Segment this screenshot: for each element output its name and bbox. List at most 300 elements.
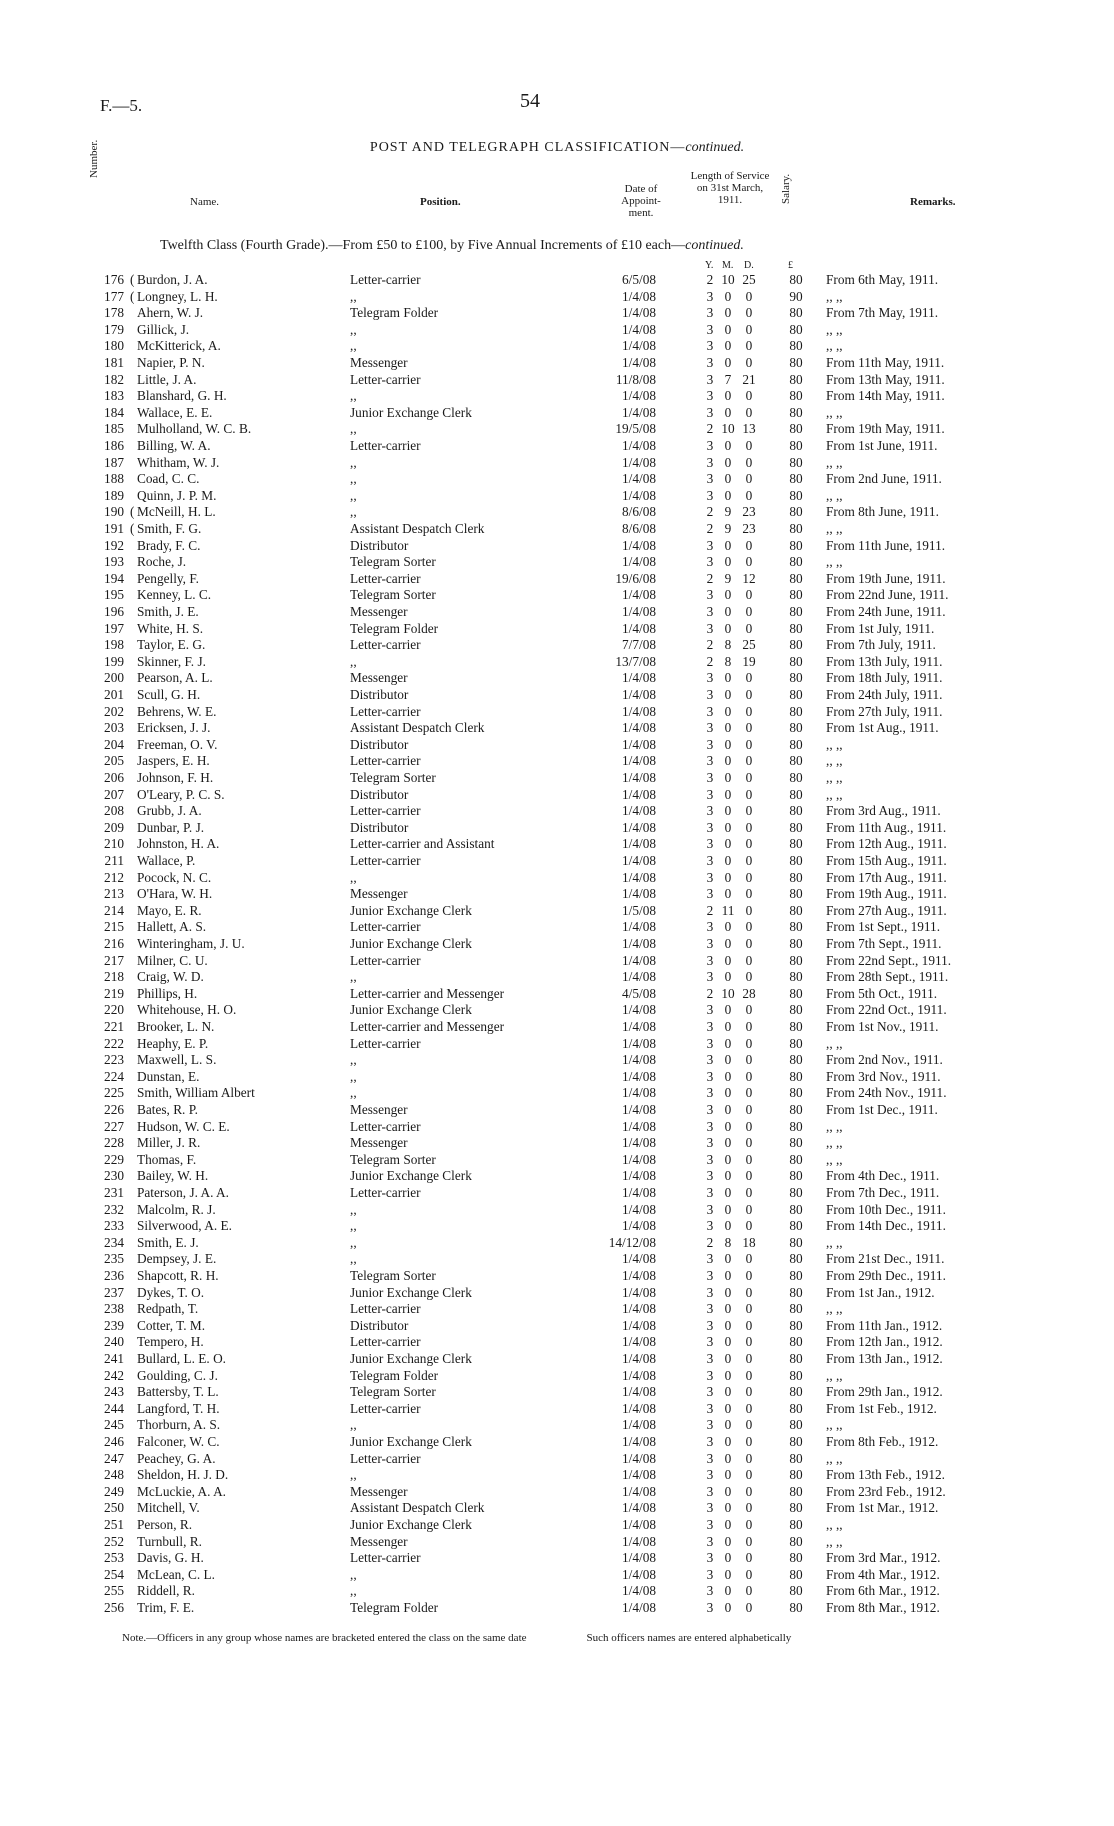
footnote-part1: Note.—Officers in any group whose names are bracketed entered the class on the same date [122,1632,527,1644]
row-years: 3 [706,1450,714,1466]
table-row [0,637,1114,654]
row-salary: 80 [789,670,803,686]
row-years: 3 [706,1251,714,1267]
row-date: 1/4/08 [622,1102,656,1117]
row-remarks: From 13th May, 1911. [826,371,945,387]
row-position: Telegram Sorter [350,554,436,570]
row-date: 1/4/08 [622,919,656,935]
row-number: 232 [104,1201,124,1217]
row-position: ,, [350,487,357,503]
row-name: Redpath, T. [137,1301,199,1317]
table-row [0,870,1114,887]
table-row [0,1168,1114,1185]
row-salary: 80 [789,786,803,802]
row-months: 0 [724,919,732,935]
row-remarks: From 29th Dec., 1911. [826,1268,946,1283]
row-name: McLuckie, A. A. [137,1483,227,1499]
row-years: 3 [706,587,714,603]
row-remarks: From 21st Dec., 1911. [826,1251,945,1267]
row-remarks: From 8th Feb., 1912. [826,1434,939,1449]
row-years: 2 [706,504,714,520]
row-position: ,, [350,288,357,304]
row-months: 9 [724,521,732,536]
row-years: 3 [706,1566,714,1582]
row-remarks: From 27th July, 1911. [826,703,943,719]
row-date: 1/4/08 [622,1168,656,1184]
row-days: 0 [745,1483,753,1499]
row-date: 1/4/08 [622,770,656,785]
row-days: 0 [745,1002,753,1018]
row-number: 208 [104,803,124,819]
row-salary: 80 [789,272,803,287]
row-months: 0 [724,952,732,968]
row-months: 0 [724,1400,732,1416]
row-months: 0 [724,753,732,769]
row-name: Malcolm, R. J. [137,1201,216,1217]
row-name: Miller, J. R. [137,1135,201,1151]
row-months: 0 [724,819,732,835]
row-remarks: From 2nd Nov., 1911. [826,1052,943,1068]
row-name: Smith, William Albert [137,1085,255,1101]
row-salary: 80 [789,1035,803,1051]
row-position: Letter-carrier and Messenger [350,985,505,1001]
row-remarks: From 11th Aug., 1911. [826,819,947,835]
row-years: 3 [706,1085,714,1101]
row-remarks: From 10th Dec., 1911. [826,1201,946,1217]
row-remarks: From 12th Jan., 1912. [826,1334,943,1350]
row-name: McLean, C. L. [137,1566,215,1582]
row-remarks: ,, ,, [826,1517,843,1532]
row-days: 0 [745,952,753,968]
row-years: 3 [706,288,714,304]
row-number: 192 [104,537,124,553]
row-number: 241 [104,1351,124,1366]
row-days: 0 [745,919,753,935]
row-name: Hudson, W. C. E. [137,1118,230,1134]
row-years: 3 [706,1168,714,1184]
row-years: 3 [706,786,714,802]
table-row [0,571,1114,588]
row-months: 8 [724,637,732,653]
row-years: 3 [706,1483,714,1499]
row-days: 0 [745,1450,753,1466]
row-number: 238 [104,1301,124,1317]
row-position: Messenger [350,886,408,902]
row-name: Ahern, W. J. [137,305,204,321]
row-name: Pearson, A. L. [137,670,213,686]
row-position: Letter-carrier [350,637,421,653]
row-date: 1/4/08 [622,305,656,321]
row-months: 0 [724,1151,732,1167]
row-position: Telegram Sorter [350,1384,436,1400]
table-row [0,488,1114,505]
row-years: 3 [706,969,714,985]
column-header-remarks: Remarks. [910,196,956,208]
row-name: Brooker, L. N. [137,1019,215,1034]
row-number: 216 [104,936,124,951]
table-row [0,1036,1114,1053]
row-remarks: ,, ,, [826,1118,843,1134]
column-header-date: Date of Appoint-ment. [621,183,661,219]
row-name: Davis, G. H. [137,1550,204,1566]
row-years: 3 [706,1118,714,1134]
row-name: Paterson, J. A. A. [137,1185,229,1200]
row-remarks: From 1st Mar., 1912. [826,1500,939,1516]
row-salary: 80 [789,1068,803,1084]
row-date: 1/4/08 [622,786,656,802]
row-days: 0 [745,1135,753,1151]
row-date: 1/4/08 [622,1185,656,1200]
row-salary: 80 [789,703,803,719]
row-date: 1/4/08 [622,1068,656,1084]
row-years: 3 [706,1052,714,1068]
row-date: 1/4/08 [622,1151,656,1167]
row-months: 0 [724,1450,732,1466]
row-remarks: ,, ,, [826,770,843,785]
table-row [0,737,1114,754]
row-days: 0 [745,1151,753,1167]
row-number: 207 [104,786,124,802]
table-row [0,919,1114,936]
row-years: 2 [706,985,714,1001]
row-date: 1/4/08 [622,753,656,769]
row-salary: 80 [789,853,803,868]
row-years: 3 [706,1218,714,1234]
row-date: 1/4/08 [622,388,656,404]
row-months: 0 [724,836,732,852]
row-years: 3 [706,1301,714,1317]
row-date: 1/4/08 [622,1284,656,1300]
table-row [0,1268,1114,1285]
row-days: 0 [745,1384,753,1400]
row-years: 3 [706,886,714,902]
row-position: Letter-carrier [350,438,421,453]
row-name: Mulholland, W. C. B. [137,421,252,437]
row-months: 10 [721,272,735,287]
table-row [0,1500,1114,1517]
row-remarks: From 18th July, 1911. [826,670,943,686]
row-months: 0 [724,1168,732,1184]
page-title [0,140,1114,156]
row-date: 1/4/08 [622,1334,656,1350]
row-position: Letter-carrier [350,803,421,819]
row-salary: 80 [789,1284,803,1300]
row-position: ,, [350,1218,357,1234]
row-number: 183 [104,388,124,404]
row-days: 0 [745,1019,753,1034]
row-date: 1/4/08 [622,1583,656,1599]
row-position: ,, [350,388,357,404]
row-number: 230 [104,1168,124,1184]
row-days: 0 [745,869,753,885]
row-months: 0 [724,1268,732,1283]
row-name: Dempsey, J. E. [137,1251,217,1267]
row-position: Letter-carrier [350,272,421,287]
row-name: Roche, J. [137,554,187,570]
row-remarks: From 7th Sept., 1911. [826,936,942,951]
row-salary: 80 [789,570,803,586]
row-months: 0 [724,1068,732,1084]
row-position: ,, [350,1234,357,1250]
row-salary: 80 [789,770,803,785]
row-bracket: ( [130,272,135,287]
table-row [0,538,1114,555]
row-months: 0 [724,869,732,885]
row-salary: 90 [789,288,803,304]
column-header-length: Length of Service on 31st March, 1911. [690,170,770,206]
row-days: 0 [745,753,753,769]
row-days: 0 [745,388,753,404]
footnote [122,1632,791,1644]
row-remarks: From 13th Feb., 1912. [826,1467,945,1483]
row-days: 0 [745,703,753,719]
row-number: 227 [104,1118,124,1134]
row-days: 0 [745,1052,753,1068]
row-months: 0 [724,1002,732,1018]
row-date: 1/4/08 [622,487,656,503]
row-remarks: ,, ,, [826,1035,843,1051]
row-months: 0 [724,604,732,619]
row-months: 0 [724,969,732,985]
row-position: ,, [350,454,357,470]
row-months: 0 [724,537,732,553]
row-date: 6/5/08 [622,272,656,287]
row-salary: 80 [789,554,803,570]
row-salary: 80 [789,1151,803,1167]
row-remarks: ,, ,, [826,736,843,752]
row-days: 0 [745,803,753,819]
row-days: 0 [745,1201,753,1217]
row-salary: 80 [789,421,803,437]
row-days: 0 [745,1268,753,1283]
row-remarks: From 4th Mar., 1912. [826,1566,940,1582]
row-name: Trim, F. E. [137,1600,195,1615]
row-days: 0 [745,886,753,902]
row-years: 3 [706,1317,714,1333]
row-position: Distributor [350,819,409,835]
row-remarks: From 3rd Mar., 1912. [826,1550,941,1566]
row-months: 0 [724,1417,732,1433]
row-days: 0 [745,736,753,752]
row-days: 0 [745,1035,753,1051]
row-name: Dykes, T. O. [137,1284,205,1300]
row-remarks: ,, ,, [826,1367,843,1383]
row-number: 195 [104,587,124,603]
row-salary: 80 [789,952,803,968]
table-row [0,1484,1114,1501]
row-months: 0 [724,1351,732,1366]
footnote-part2: Such officers names are entered alphabetically [586,1632,792,1644]
row-months: 0 [724,853,732,868]
row-number: 198 [104,637,124,653]
row-salary: 80 [789,1583,803,1599]
row-position: Letter-carrier [350,1334,421,1350]
row-number: 225 [104,1085,124,1101]
table-row [0,1301,1114,1318]
table-row [0,770,1114,787]
unit-years: Y. [705,260,714,271]
column-header-salary: Salary. [780,173,792,204]
row-days: 0 [745,1583,753,1599]
row-number: 211 [104,853,124,868]
row-years: 3 [706,355,714,370]
row-salary: 80 [789,1201,803,1217]
row-date: 1/4/08 [622,1467,656,1483]
row-remarks: From 4th Dec., 1911. [826,1168,940,1184]
row-date: 1/4/08 [622,604,656,619]
row-salary: 80 [789,1467,803,1483]
row-date: 1/4/08 [622,936,656,951]
row-number: 196 [104,604,124,619]
row-remarks: From 13th Jan., 1912. [826,1351,943,1366]
row-days: 0 [745,770,753,785]
row-days: 0 [745,670,753,686]
row-name: Cotter, T. M. [137,1317,206,1333]
row-days: 0 [745,1367,753,1383]
row-remarks: From 1st Sept., 1911. [826,919,941,935]
row-remarks: From 1st Dec., 1911. [826,1102,938,1117]
row-name: Craig, W. D. [137,969,204,985]
row-remarks: From 24th July, 1911. [826,687,943,702]
table-row [0,1517,1114,1534]
row-months: 0 [724,1135,732,1151]
row-salary: 80 [789,1218,803,1234]
row-remarks: From 7th July, 1911. [826,637,936,653]
row-salary: 80 [789,321,803,337]
row-name: Gillick, J. [137,321,190,337]
row-remarks: ,, ,, [826,753,843,769]
row-date: 1/4/08 [622,1566,656,1582]
row-remarks: From 3rd Nov., 1911. [826,1068,941,1084]
row-salary: 80 [789,1400,803,1416]
row-remarks: From 12th Aug., 1911. [826,836,947,852]
row-date: 1/4/08 [622,355,656,370]
row-months: 0 [724,736,732,752]
unit-months: M. [722,260,734,271]
row-remarks: From 14th Dec., 1911. [826,1218,946,1234]
row-number: 218 [104,969,124,985]
row-position: Telegram Folder [350,1367,439,1383]
row-position: Junior Exchange Clerk [350,1002,472,1018]
row-date: 1/4/08 [622,1384,656,1400]
table-row [0,587,1114,604]
table-row [0,1318,1114,1335]
row-days: 0 [745,355,753,370]
row-years: 3 [706,620,714,636]
row-years: 3 [706,770,714,785]
row-date: 1/4/08 [622,1400,656,1416]
table-row [0,272,1114,289]
row-salary: 80 [789,1168,803,1184]
table-row [0,1467,1114,1484]
row-salary: 80 [789,902,803,918]
row-position: Letter-carrier [350,853,421,868]
row-date: 1/4/08 [622,1135,656,1151]
row-bracket: ( [130,288,135,304]
row-salary: 80 [789,1118,803,1134]
row-position: Letter-carrier [350,952,421,968]
column-header-position: Position. [420,196,461,208]
row-remarks: ,, ,, [826,554,843,570]
row-date: 1/4/08 [622,537,656,553]
row-date: 1/4/08 [622,1251,656,1267]
row-position: Letter-carrier [350,919,421,935]
row-position: Assistant Despatch Clerk [350,521,485,536]
row-years: 3 [706,687,714,702]
table-row [0,687,1114,704]
row-number: 188 [104,471,124,487]
row-years: 3 [706,1434,714,1449]
row-days: 0 [745,1218,753,1234]
row-position: ,, [350,1566,357,1582]
row-remarks: From 24th June, 1911. [826,604,946,619]
row-remarks: From 7th Dec., 1911. [826,1185,940,1200]
row-position: Messenger [350,604,408,619]
row-position: ,, [350,338,357,354]
row-date: 1/5/08 [622,902,656,918]
row-number: 246 [104,1434,124,1449]
row-days: 28 [742,985,756,1001]
row-years: 3 [706,537,714,553]
row-position: Distributor [350,736,409,752]
row-position: ,, [350,1052,357,1068]
row-name: McNeill, H. L. [137,504,216,520]
row-days: 0 [745,1317,753,1333]
row-days: 0 [745,288,753,304]
row-years: 3 [706,703,714,719]
row-years: 2 [706,637,714,653]
row-salary: 80 [789,886,803,902]
row-position: Junior Exchange Clerk [350,1434,472,1449]
row-years: 2 [706,902,714,918]
row-position: Assistant Despatch Clerk [350,720,485,736]
table-row [0,1102,1114,1119]
row-years: 3 [706,604,714,619]
row-name: Freeman, O. V. [137,736,218,752]
row-salary: 80 [789,537,803,553]
row-position: ,, [350,1068,357,1084]
row-number: 244 [104,1400,124,1416]
row-months: 0 [724,438,732,453]
row-remarks: From 1st July, 1911. [826,620,935,636]
row-name: Dunbar, P. J. [137,819,205,835]
row-position: Telegram Folder [350,305,439,321]
row-number: 214 [104,902,124,918]
row-remarks: ,, ,, [826,321,843,337]
row-position: Messenger [350,1102,408,1117]
row-days: 21 [742,371,756,387]
row-name: Thorburn, A. S. [137,1417,221,1433]
row-name: Milner, C. U. [137,952,208,968]
row-months: 0 [724,703,732,719]
row-salary: 80 [789,1185,803,1200]
table-row [0,621,1114,638]
row-name: Burdon, J. A. [137,272,208,287]
row-remarks: From 22nd Sept., 1911. [826,952,952,968]
row-name: Jaspers, E. H. [137,753,210,769]
row-months: 0 [724,1185,732,1200]
table-row [0,720,1114,737]
row-name: Scull, G. H. [137,687,201,702]
row-months: 0 [724,1550,732,1566]
row-date: 1/4/08 [622,1085,656,1101]
row-name: Winteringham, J. U. [137,936,245,951]
row-name: McKitterick, A. [137,338,221,354]
row-number: 240 [104,1334,124,1350]
table-row [0,1451,1114,1468]
row-date: 1/4/08 [622,1483,656,1499]
row-position: ,, [350,1251,357,1267]
